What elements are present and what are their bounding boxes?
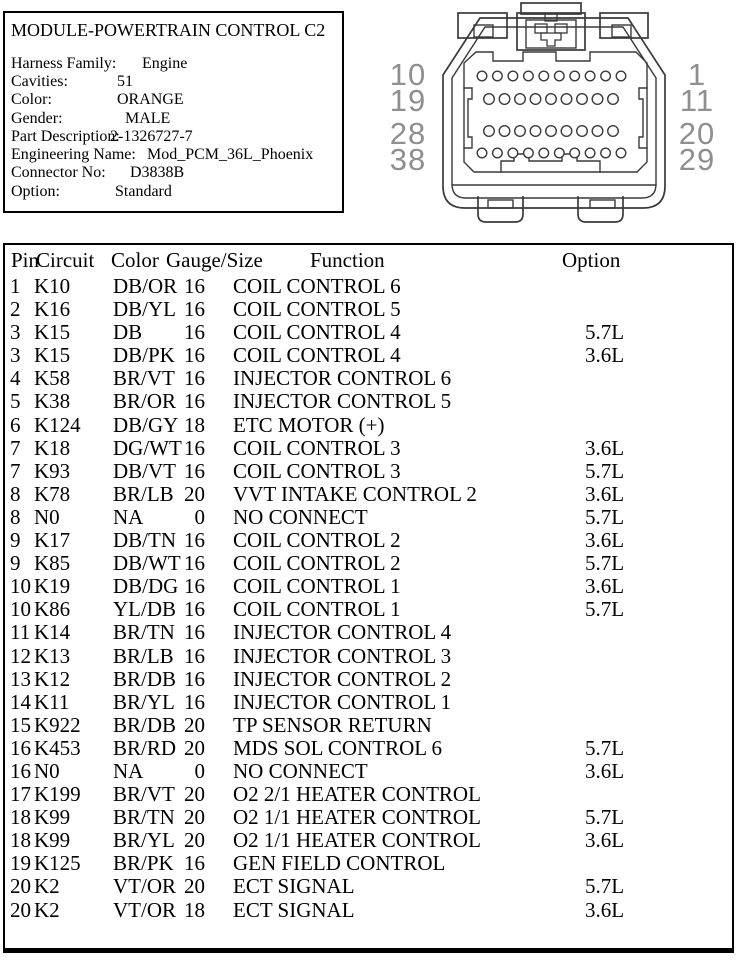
cell-function: INJECTOR CONTROL 3 [233,643,452,668]
cell-pin: 11 [10,620,31,645]
cell-option: 5.7L [585,504,625,529]
cell-option: 5.7L [585,320,625,345]
cell-circuit: K86 [34,597,71,622]
left-foot [478,197,523,222]
pin-hole [484,94,495,105]
cell-circuit: K38 [34,389,71,414]
cell-color: DG/WT [113,435,182,460]
right-side-key [639,88,647,148]
cell-function: MDS SOL CONTROL 6 [233,735,443,760]
cell-function: TP SENSOR RETURN [233,712,432,737]
cell-color: BR/VT [113,782,175,807]
info-value: ORANGE [117,91,184,108]
table-row [5,668,732,691]
info-value: 2-1326727-7 [110,128,193,145]
info-value: Mod_PCM_36L_Phoenix [147,146,314,163]
cell-function: COIL CONTROL 1 [233,574,401,599]
cell-option: 3.6L [585,758,625,783]
cell-pin: 10 [10,597,31,622]
cell-circuit: K99 [34,805,71,830]
pin-hole [570,71,580,81]
cell-pin: 1 [10,274,21,298]
cell-circuit: K125 [34,851,81,876]
cell-color: NA [113,758,144,783]
cell-circuit: K99 [34,828,71,853]
cell-function: ETC MOTOR (+) [233,412,385,437]
cell-color: DB/WT [113,551,181,576]
pin-hole [530,94,541,105]
cell-circuit: K2 [34,874,60,899]
cell-circuit: K19 [34,574,71,599]
pin-hole [493,148,503,158]
pin-hole [539,148,549,158]
pin-hole [555,148,565,158]
latch-key [541,33,561,46]
info-value: MALE [125,110,171,127]
pin-hole [530,126,541,137]
pin-table-header [5,249,732,272]
cell-function: VVT INTAKE CONTROL 2 [233,481,477,506]
pin-row-label: 1 [687,57,707,92]
pin-hole [499,126,510,137]
pin-row-label: 11 [679,83,715,118]
pin-holes [477,71,626,158]
cell-color: VT/OR [113,874,176,899]
cell-option: 5.7L [585,874,625,899]
cell-function: COIL CONTROL 3 [233,458,401,483]
pin-hole [515,94,526,105]
cell-pin: 15 [10,712,31,737]
pin-hole [484,126,495,137]
latch-slot-right [555,24,567,33]
cell-function: INJECTOR CONTROL 5 [233,389,452,414]
table-row [5,414,732,437]
cell-circuit: N0 [34,758,60,783]
cell-function: ECT SIGNAL [233,897,355,922]
cell-gauge: 0 [194,504,205,529]
pin-hole [585,148,595,158]
cell-function: O2 1/1 HEATER CONTROL [233,805,481,830]
table-row [5,899,732,922]
cell-option: 3.6L [585,574,625,599]
cell-gauge: 16 [184,597,205,622]
cell-pin: 20 [10,874,31,899]
pin-hole [601,71,611,81]
connector-info-box [3,11,344,213]
cell-pin: 17 [10,782,31,807]
pin-hole [546,94,557,105]
table-row [5,575,732,598]
cell-gauge: 20 [184,828,205,853]
cell-gauge: 16 [184,689,205,714]
cell-color: DB/YL [113,297,176,322]
pin-row-label: 19 [389,83,427,118]
cell-color: BR/LB [113,643,174,668]
cell-pin: 18 [10,805,31,830]
cell-function: COIL CONTROL 2 [233,528,401,553]
cell-pin: 6 [10,412,21,437]
pin-hole [592,94,603,105]
cell-circuit: K124 [34,412,81,437]
table-row [5,737,732,760]
cell-color: BR/DB [113,666,177,691]
pin-hole [539,71,549,81]
cell-function: COIL CONTROL 6 [233,274,401,298]
cell-option: 5.7L [585,458,625,483]
cell-gauge: 20 [184,874,205,899]
info-label: Option: [11,183,60,200]
table-row [5,460,732,483]
info-value: 51 [117,73,133,90]
cell-gauge: 20 [184,805,205,830]
cell-gauge: 16 [184,297,205,322]
cell-pin: 8 [10,481,21,506]
cell-gauge: 20 [184,735,205,760]
cell-circuit: K2 [34,897,60,922]
pin-hole [616,71,626,81]
cell-gauge: 0 [194,758,205,783]
cell-circuit: K15 [34,320,71,345]
cell-pin: 5 [10,389,21,414]
pin-table [3,243,734,953]
cell-function: INJECTOR CONTROL 6 [233,366,452,391]
cell-color: BR/TN [113,620,175,645]
cell-function: COIL CONTROL 4 [233,343,401,368]
cell-gauge: 16 [184,620,205,645]
cell-color: BR/RD [113,735,177,760]
connector-title: MODULE-POWERTRAIN CONTROL C2 [11,20,326,40]
cell-pin: 8 [10,504,21,529]
table-row [5,390,732,413]
cell-pin: 14 [10,689,31,714]
cell-gauge: 16 [184,643,205,668]
cell-pin: 16 [10,735,31,760]
cell-function: NO CONNECT [233,504,368,529]
cell-pin: 16 [10,758,31,783]
table-row [5,552,732,575]
cell-option: 5.7L [585,735,625,760]
pin-hole [477,71,487,81]
cell-gauge: 16 [184,343,205,368]
cell-function: GEN FIELD CONTROL [233,851,446,876]
cell-circuit: K13 [34,643,71,668]
cell-pin: 3 [10,343,21,368]
cell-circuit: K199 [34,782,81,807]
cell-pin: 7 [10,458,21,483]
cell-gauge: 20 [184,712,205,737]
pin-hole [499,94,510,105]
cell-circuit: N0 [34,504,60,529]
pin-row-label: 28 [389,116,427,151]
cell-gauge: 16 [184,435,205,460]
header-option: Option [562,248,621,272]
cell-color: DB/GY [113,412,179,437]
table-row [5,852,732,875]
pin-row-label: 20 [678,116,716,151]
pin-hole [515,126,526,137]
latch-inner [526,20,576,48]
info-row [11,110,336,128]
cell-pin: 12 [10,643,31,668]
cell-function: COIL CONTROL 3 [233,435,401,460]
table-row [5,645,732,668]
table-row [5,760,732,783]
cell-pin: 18 [10,828,31,853]
cell-gauge: 20 [184,782,205,807]
cell-gauge: 16 [184,389,205,414]
cell-function: O2 2/1 HEATER CONTROL [233,782,481,807]
cell-circuit: K16 [34,297,71,322]
cell-color: DB/OR [113,274,178,298]
cell-function: ECT SIGNAL [233,874,355,899]
cell-pin: 13 [10,666,31,691]
cell-option: 5.7L [585,805,625,830]
table-row [5,691,732,714]
cell-color: BR/OR [113,389,177,414]
cell-gauge: 16 [184,274,205,298]
cell-color: BR/PK [113,851,174,876]
header-pin: Pin [11,248,40,272]
cell-color: BR/DB [113,712,177,737]
info-row [11,91,336,109]
cell-circuit: K11 [34,689,70,714]
table-row [5,829,732,852]
right-foot-slot [590,200,615,208]
cell-color: BR/VT [113,366,175,391]
table-row [5,367,732,390]
table-row [5,783,732,806]
info-value: D3838B [130,164,185,181]
cell-gauge: 20 [184,481,205,506]
cell-circuit: K10 [34,274,71,298]
cell-option: 3.6L [585,828,625,853]
cell-option: 5.7L [585,551,625,576]
cell-color: DB/VT [113,458,176,483]
cell-color: NA [113,504,144,529]
cell-function: INJECTOR CONTROL 2 [233,666,452,691]
table-row [5,275,732,298]
cell-pin: 9 [10,551,21,576]
pin-hole [592,126,603,137]
cell-pin: 4 [10,366,21,391]
pin-hole [585,71,595,81]
cell-pin: 9 [10,528,21,553]
pin-hole [508,71,518,81]
pin-hole [493,71,503,81]
info-label: Cavities: [11,73,68,90]
info-value: Standard [115,183,172,200]
cell-gauge: 16 [184,366,205,391]
pin-row-labels-left [390,57,426,177]
connector-face-diagram [383,0,725,230]
left-foot-slot [488,200,513,208]
cell-option: 3.6L [585,897,625,922]
info-row [11,73,336,91]
cell-gauge: 16 [184,458,205,483]
table-row [5,621,732,644]
pin-hole [608,126,619,137]
pin-hole [561,94,572,105]
pin-hole [508,148,518,158]
cell-circuit: K15 [34,343,71,368]
pin-hole [524,148,534,158]
cell-gauge: 16 [184,851,205,876]
cell-color: BR/TN [113,805,175,830]
info-row [11,55,336,73]
cell-circuit: K93 [34,458,71,483]
cell-gauge: 18 [184,412,205,437]
cell-pin: 20 [10,897,31,922]
pin-table-rows [5,275,732,922]
cell-color: DB/PK [113,343,175,368]
pin-hole [608,94,619,105]
cell-circuit: K453 [34,735,81,760]
left-side-key [464,88,472,148]
cell-option: 3.6L [585,343,625,368]
info-row [11,164,336,182]
table-row [5,598,732,621]
pin-hole [477,148,487,158]
header-color: Color [111,248,159,272]
cell-pin: 7 [10,435,21,460]
cell-gauge: 16 [184,574,205,599]
cell-pin: 19 [10,851,31,876]
cell-gauge: 16 [184,528,205,553]
info-label: Harness Family: [11,55,117,72]
info-row [11,146,336,164]
cell-function: NO CONNECT [233,758,368,783]
cell-function: COIL CONTROL 1 [233,597,401,622]
info-label: Engineering Name: [11,146,136,163]
cell-circuit: K18 [34,435,71,460]
pin-hole [546,126,557,137]
cell-function: COIL CONTROL 5 [233,297,401,322]
cell-circuit: K78 [34,481,71,506]
cell-option: 5.7L [585,597,625,622]
cell-circuit: K85 [34,551,71,576]
table-row [5,483,732,506]
cell-option: 3.6L [585,528,625,553]
info-label: Part Description: [11,128,120,145]
cell-circuit: K17 [34,528,71,553]
table-row [5,437,732,460]
cell-color: DB [113,320,143,345]
table-row [5,506,732,529]
cell-function: COIL CONTROL 2 [233,551,401,576]
pin-row-label: 29 [678,142,716,177]
pin-hole [616,148,626,158]
table-row [5,298,732,321]
cell-color: BR/YL [113,828,175,853]
table-row [5,875,732,898]
cell-circuit: K14 [34,620,71,645]
pin-hole [577,126,588,137]
cell-color: BR/YL [113,689,175,714]
pin-hole [555,71,565,81]
header-function: Function [310,248,385,272]
cell-option: 3.6L [585,435,625,460]
header-circuit: Circuit [36,248,95,272]
pin-row-labels-right [679,57,715,177]
cell-circuit: K12 [34,666,71,691]
cell-color: YL/DB [113,597,176,622]
cell-circuit: K58 [34,366,71,391]
cell-gauge: 16 [184,666,205,691]
info-label: Color: [11,91,52,108]
cell-gauge: 18 [184,897,205,922]
table-row [5,344,732,367]
cell-pin: 3 [10,320,21,345]
header-gauge: Gauge/Size [166,248,263,272]
info-value: Engine [142,55,188,72]
pin-hole [561,126,572,137]
cell-circuit: K922 [34,712,81,737]
cell-color: DB/TN [113,528,176,553]
latch-slot-left [535,24,547,33]
pin-hole [570,148,580,158]
cell-color: VT/OR [113,897,176,922]
info-label: Connector No: [11,164,106,181]
pin-hole [601,148,611,158]
connector-outline [443,3,665,222]
cell-function: O2 1/1 HEATER CONTROL [233,828,481,853]
pin-hole [577,94,588,105]
info-label: Gender: [11,110,63,127]
cell-color: DB/DG [113,574,179,599]
cell-pin: 2 [10,297,21,322]
table-row [5,321,732,344]
cell-option: 3.6L [585,481,625,506]
cell-function: INJECTOR CONTROL 4 [233,620,452,645]
pin-row-label: 10 [389,57,427,92]
right-foot [578,197,623,222]
info-row [11,183,336,201]
cell-gauge: 16 [184,320,205,345]
pin-hole [524,71,534,81]
cell-function: INJECTOR CONTROL 1 [233,689,452,714]
cell-pin: 10 [10,574,31,599]
table-row [5,714,732,737]
pin-row-label: 38 [389,142,427,177]
table-row [5,806,732,829]
cell-gauge: 16 [184,551,205,576]
table-row [5,529,732,552]
info-row [11,128,336,146]
cell-function: COIL CONTROL 4 [233,320,401,345]
cell-color: BR/LB [113,481,174,506]
